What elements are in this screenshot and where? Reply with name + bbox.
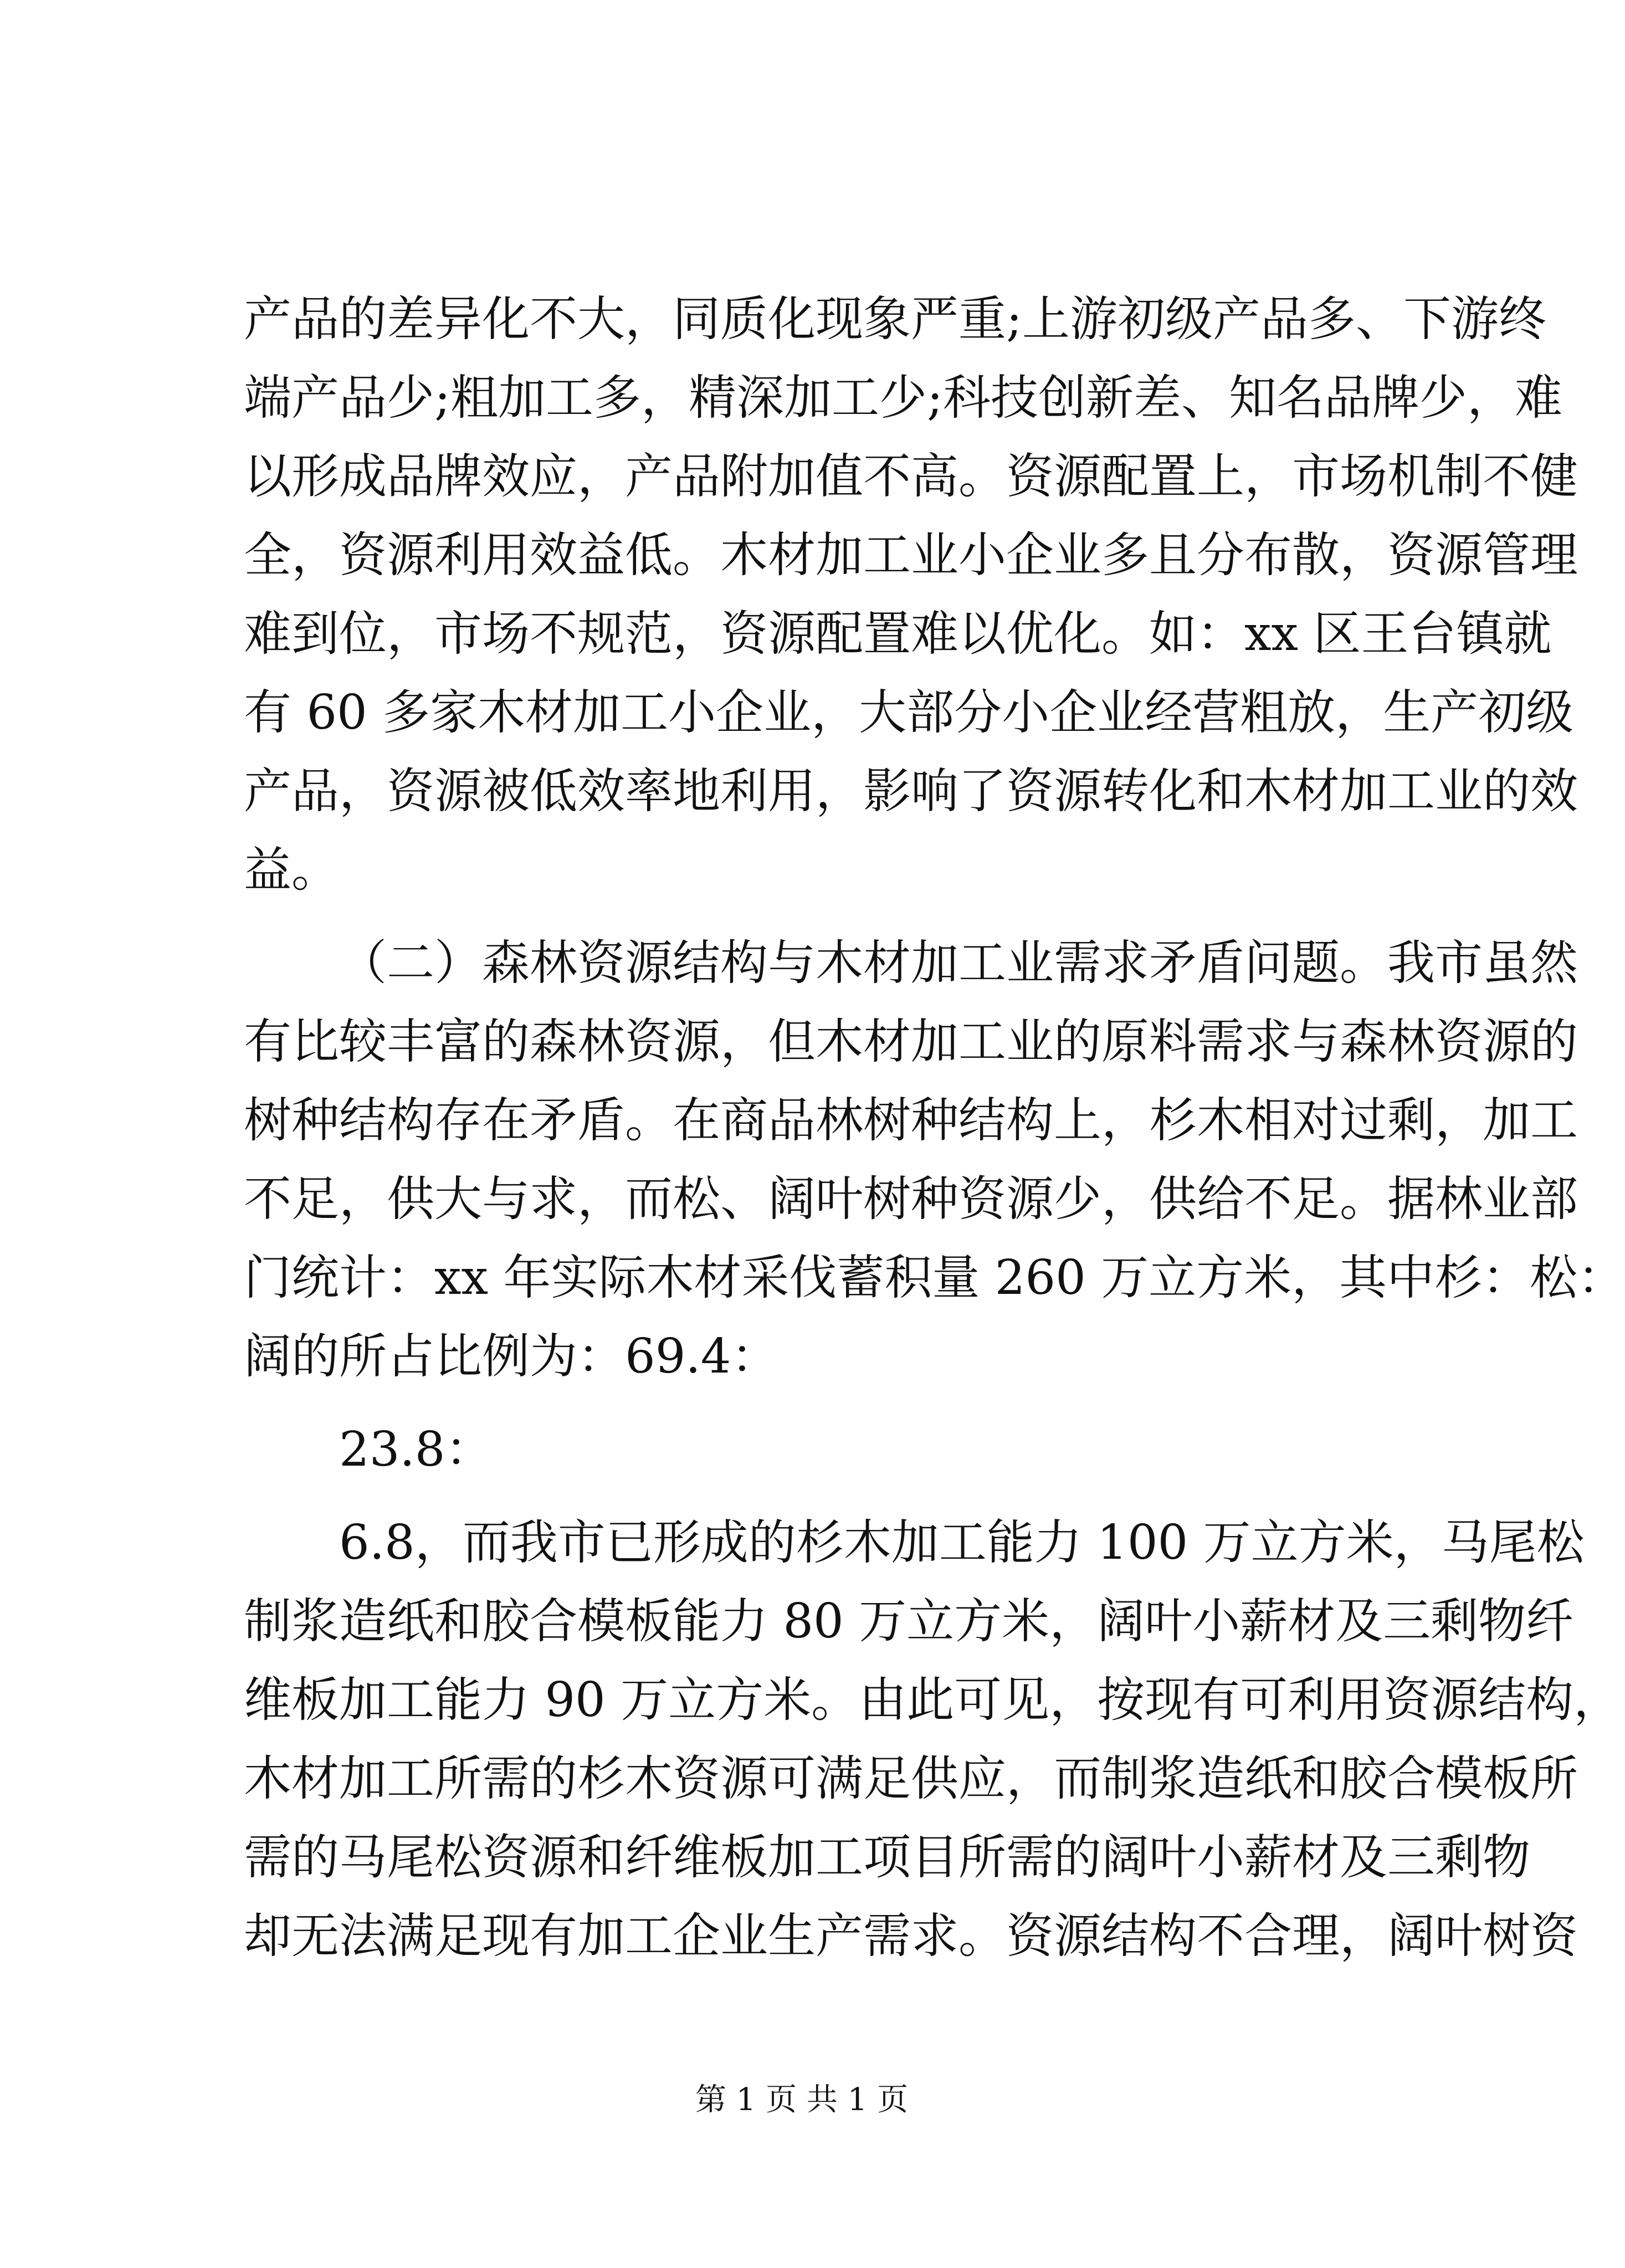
text-line-5: 难到位，市场不规范，资源配置难以优化。如：xx 区王台镇就 — [244, 606, 1552, 662]
text-line-15: 23.8： — [339, 1422, 493, 1477]
text-line-1: 产品的差异化不大，同质化现象严重;上游初级产品多、下游终 — [244, 291, 1546, 347]
text-line-7: 产品，资源被低效率地利用，影响了资源转化和木材加工业的效 — [244, 764, 1578, 819]
text-line-14: 阔的所占比例为：69.4： — [244, 1329, 779, 1384]
text-line-16: 6.8，而我市已形成的杉木加工能力 100 万立方米，马尾松 — [339, 1515, 1585, 1570]
text-line-19: 木材加工所需的杉木资源可满足供应，而制浆造纸和胶合模板所 — [244, 1751, 1578, 1806]
text-line-2: 端产品少;粗加工多，精深加工少;科技创新差、知名品牌少，难 — [244, 370, 1562, 426]
text-line-11: 树种结构存在矛盾。在商品林树种结构上，杉木相对过剩，加工 — [244, 1093, 1578, 1148]
text-line-20: 需的马尾松资源和纤维板加工项目所需的阔叶小薪材及三剩物 — [244, 1830, 1530, 1885]
text-line-9: （二）森林资源结构与木材加工业需求矛盾问题。我市虽然 — [339, 935, 1578, 991]
body-text — [244, 280, 1625, 1975]
text-line-4: 全，资源利用效益低。木材加工业小企业多且分布散，资源管理 — [244, 528, 1578, 583]
text-line-10: 有比较丰富的森林资源，但木材加工业的原料需求与森林资源的 — [244, 1014, 1578, 1069]
text-line-17: 制浆造纸和胶合模板能力 80 万立方米，阔叶小薪材及三剩物纤 — [244, 1594, 1574, 1649]
text-line-12: 不足，供大与求，而松、阔叶树种资源少，供给不足。据林业部 — [244, 1171, 1578, 1227]
text-line-3: 以形成品牌效应，产品附加值不高。资源配置上，市场机制不健 — [244, 449, 1578, 504]
page-footer: 第 1 页 共 1 页 — [695, 2082, 909, 2118]
text-line-8: 益。 — [244, 842, 339, 898]
text-line-18: 维板加工能力 90 万立方米。由此可见，按现有可利用资源结构， — [244, 1672, 1622, 1728]
text-line-13: 门统计：xx 年实际木材采伐蓄积量 260 万立方米，其中杉：松： — [244, 1250, 1625, 1305]
text-line-6: 有 60 多家木材加工小企业，大部分小企业经营粗放，生产初级 — [244, 685, 1574, 740]
text-line-21: 却无法满足现有加工企业生产需求。资源结构不合理，阔叶树资 — [244, 1908, 1578, 1964]
